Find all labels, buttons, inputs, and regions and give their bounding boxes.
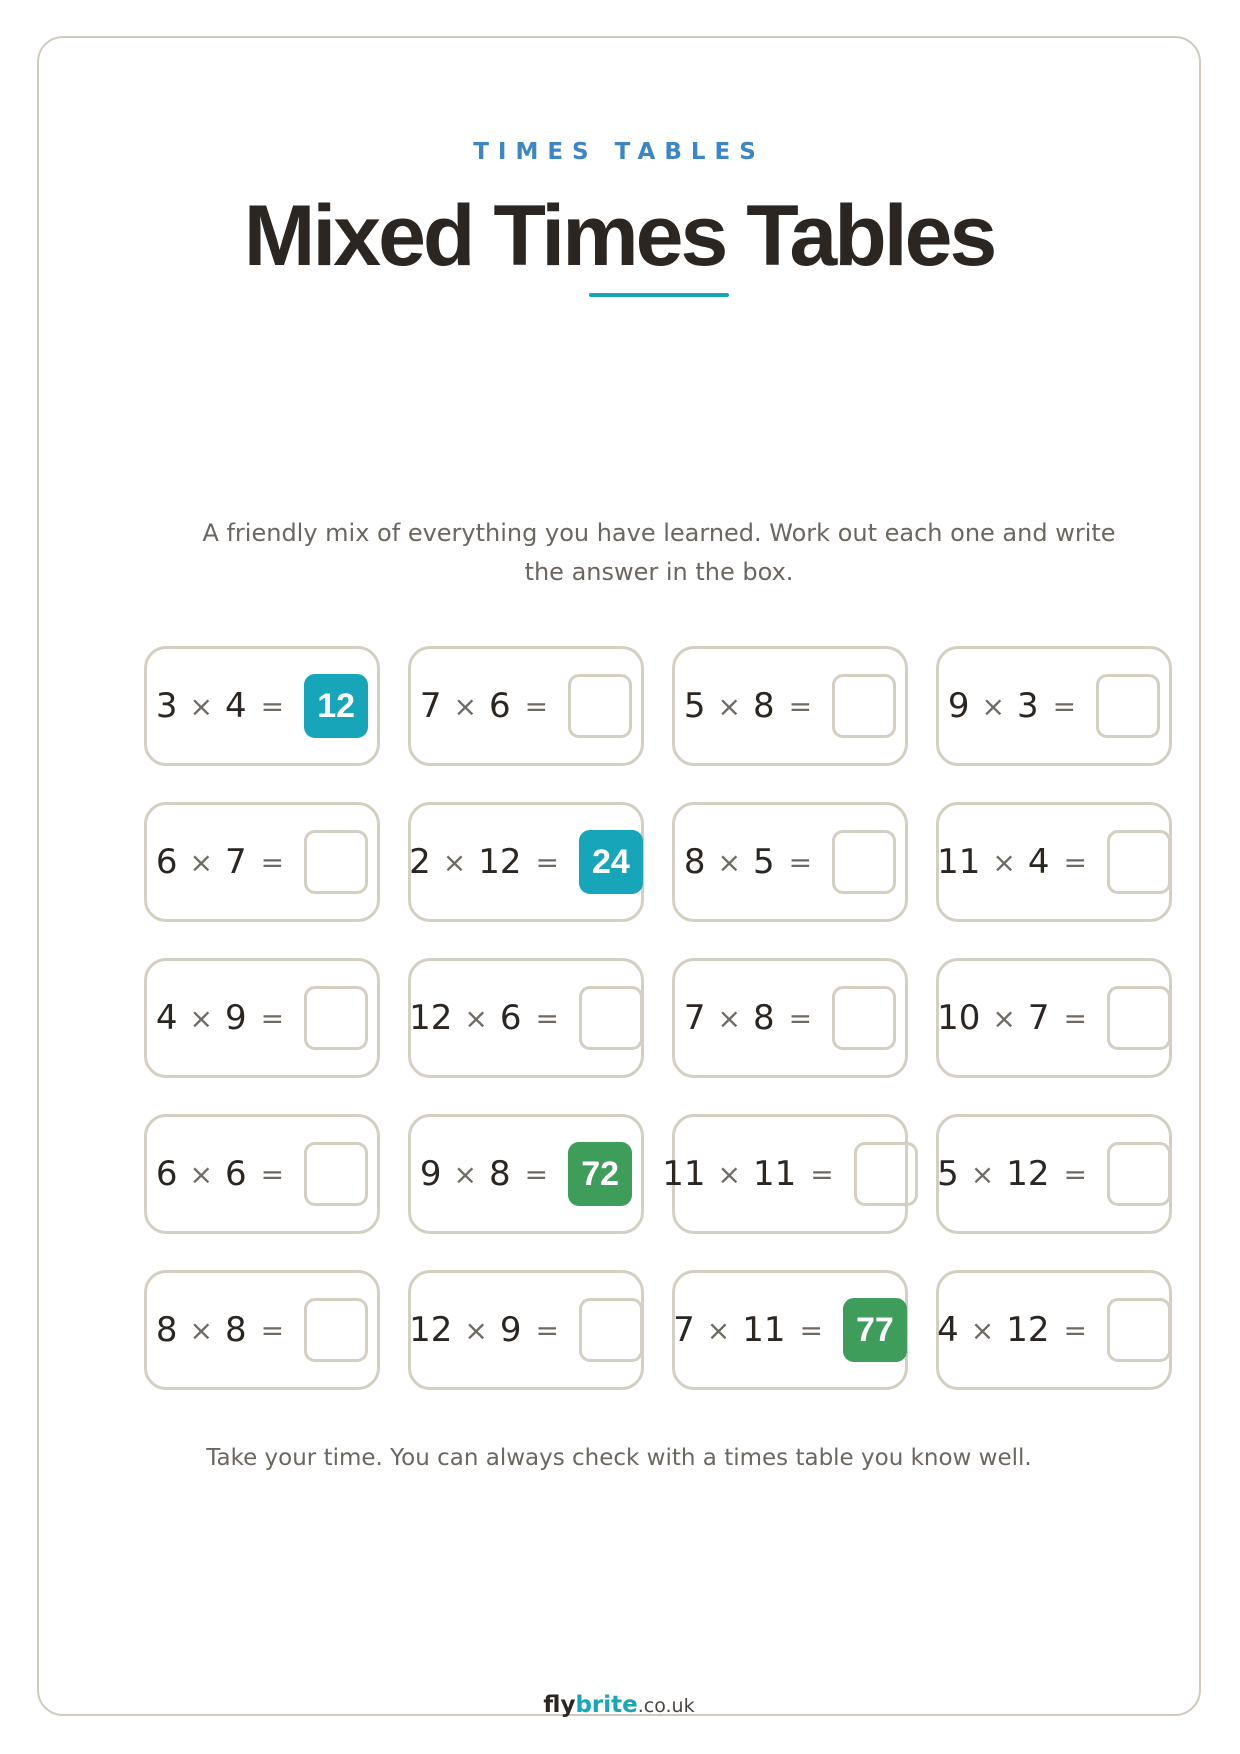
equals-sign: = xyxy=(524,689,549,723)
factor-b: 12 xyxy=(1006,1154,1050,1194)
problem-card xyxy=(408,958,644,1078)
factor-a: 5 xyxy=(683,686,706,726)
factor-b: 6 xyxy=(225,1154,247,1194)
factor-a: 7 xyxy=(419,686,442,726)
problem-card xyxy=(672,1270,908,1390)
times-sign: × xyxy=(992,1001,1016,1035)
problem-expression xyxy=(937,1310,1087,1350)
problem-expression xyxy=(156,998,284,1038)
factor-b: 7 xyxy=(225,842,247,882)
problem-card xyxy=(144,646,380,766)
factor-b: 8 xyxy=(753,686,775,726)
answer-box[interactable] xyxy=(1107,1142,1171,1206)
problem-expression xyxy=(409,1310,559,1350)
answer-box[interactable] xyxy=(304,1298,368,1362)
problem-expression xyxy=(684,998,812,1038)
factor-b: 5 xyxy=(753,842,775,882)
brand-part-domain: .co.uk xyxy=(637,1695,695,1717)
equals-sign: = xyxy=(799,1313,823,1347)
problem-card xyxy=(144,958,380,1078)
factor-a: 9 xyxy=(419,1154,442,1194)
footer-note: Take your time. You can always check with a times table you know well. xyxy=(206,1445,1032,1471)
brand-part-fly: fly xyxy=(543,1692,576,1718)
problem-card xyxy=(144,802,380,922)
problem-card xyxy=(408,646,644,766)
instructions: A friendly mix of everything you have learned. Work out each one and write the answer in the box. xyxy=(202,519,1116,586)
problem-expression xyxy=(156,1310,284,1350)
answer-box[interactable] xyxy=(832,830,896,894)
equals-sign: = xyxy=(524,1157,549,1191)
problem-card xyxy=(144,1270,380,1390)
problem-card xyxy=(936,958,1172,1078)
times-sign: × xyxy=(189,845,213,879)
factor-b: 12 xyxy=(1006,1310,1050,1350)
problem-card xyxy=(408,1270,644,1390)
factor-b: 7 xyxy=(1027,998,1050,1038)
problem-card xyxy=(936,646,1172,766)
factor-a: 5 xyxy=(937,1154,959,1194)
factor-a: 11 xyxy=(662,1154,706,1194)
answer-box-filled: 24 xyxy=(579,830,643,894)
factor-b: 11 xyxy=(753,1154,797,1194)
factor-b: 6 xyxy=(499,998,522,1038)
answer-box[interactable] xyxy=(304,1142,368,1206)
factor-a: 4 xyxy=(155,998,178,1038)
answer-box[interactable] xyxy=(304,830,368,894)
times-sign: × xyxy=(453,1157,477,1191)
problem-card xyxy=(936,1114,1172,1234)
problem-expression xyxy=(662,1154,833,1194)
factor-b: 8 xyxy=(753,998,775,1038)
equals-sign: = xyxy=(1052,689,1077,723)
factor-b: 3 xyxy=(1017,686,1039,726)
answer-box[interactable] xyxy=(1107,830,1171,894)
factor-a: 4 xyxy=(937,1310,959,1350)
problem-expression xyxy=(937,998,1087,1038)
equals-sign: = xyxy=(260,689,285,723)
answer-box-filled: 77 xyxy=(843,1298,907,1362)
equals-sign: = xyxy=(260,1313,285,1347)
equals-sign: = xyxy=(788,845,813,879)
problem-expression xyxy=(420,1154,548,1194)
factor-a: 8 xyxy=(683,842,706,882)
problem-card xyxy=(936,1270,1172,1390)
equals-sign: = xyxy=(788,1001,813,1035)
problem-expression xyxy=(937,1154,1087,1194)
times-sign: × xyxy=(970,1313,995,1347)
eyebrow-label: TIMES TABLES xyxy=(473,139,765,165)
problem-expression xyxy=(156,842,284,882)
answer-box-filled: 72 xyxy=(568,1142,632,1206)
equals-sign: = xyxy=(788,689,813,723)
equals-sign: = xyxy=(1063,1001,1087,1035)
equals-sign: = xyxy=(260,1157,285,1191)
times-sign: × xyxy=(717,1157,741,1191)
problem-card xyxy=(144,1114,380,1234)
factor-b: 9 xyxy=(225,998,247,1038)
times-sign: × xyxy=(464,1001,488,1035)
answer-box[interactable] xyxy=(1107,986,1171,1050)
factor-a: 8 xyxy=(155,1310,178,1350)
times-sign: × xyxy=(189,1001,213,1035)
times-sign: × xyxy=(717,689,741,723)
problem-expression xyxy=(409,998,559,1038)
problem-card xyxy=(662,1114,908,1234)
problem-card xyxy=(672,646,908,766)
problem-expression xyxy=(684,686,812,726)
answer-box[interactable] xyxy=(1096,674,1160,738)
answer-box[interactable] xyxy=(579,986,643,1050)
factor-a: 12 xyxy=(409,998,453,1038)
factor-a: 2 xyxy=(409,842,431,882)
times-sign: × xyxy=(717,1001,741,1035)
factor-a: 7 xyxy=(673,1310,695,1350)
equals-sign: = xyxy=(535,1001,559,1035)
factor-b: 8 xyxy=(489,1154,511,1194)
equals-sign: = xyxy=(1063,1313,1087,1347)
factor-a: 6 xyxy=(155,842,178,882)
answer-box[interactable] xyxy=(832,674,896,738)
answer-box[interactable] xyxy=(854,1142,918,1206)
equals-sign: = xyxy=(1063,1157,1087,1191)
problem-expression xyxy=(156,686,284,726)
worksheet-page xyxy=(37,36,1201,1716)
problem-card xyxy=(936,802,1172,922)
factor-b: 4 xyxy=(1027,842,1050,882)
equals-sign: = xyxy=(535,845,559,879)
answer-box[interactable] xyxy=(832,986,896,1050)
times-sign: × xyxy=(981,689,1005,723)
factor-a: 11 xyxy=(937,842,981,882)
equals-sign: = xyxy=(810,1157,834,1191)
problem-card xyxy=(408,802,644,922)
problem-expression xyxy=(684,842,812,882)
factor-b: 11 xyxy=(742,1310,786,1350)
factor-b: 9 xyxy=(499,1310,522,1350)
problem-expression xyxy=(948,686,1076,726)
factor-b: 4 xyxy=(225,686,247,726)
answer-box[interactable] xyxy=(579,1298,643,1362)
times-sign: × xyxy=(189,689,213,723)
title-underline xyxy=(589,293,729,297)
equals-sign: = xyxy=(535,1313,559,1347)
answer-box-filled: 12 xyxy=(304,674,368,738)
times-sign: × xyxy=(464,1313,488,1347)
problem-card xyxy=(408,1114,644,1234)
brand-part-brite: brite xyxy=(575,1692,638,1718)
factor-a: 10 xyxy=(937,998,981,1038)
equals-sign: = xyxy=(260,1001,285,1035)
factor-a: 9 xyxy=(947,686,970,726)
problem-expression xyxy=(409,842,559,882)
factor-b: 8 xyxy=(225,1310,247,1350)
problem-grid xyxy=(144,646,1174,1390)
problem-expression xyxy=(937,842,1087,882)
factor-a: 6 xyxy=(155,1154,178,1194)
times-sign: × xyxy=(189,1157,213,1191)
answer-box[interactable] xyxy=(304,986,368,1050)
problem-card xyxy=(672,802,908,922)
times-sign: × xyxy=(442,845,467,879)
equals-sign: = xyxy=(260,845,285,879)
brand-logo xyxy=(39,1690,1199,1722)
times-sign: × xyxy=(717,845,741,879)
equals-sign: = xyxy=(1063,845,1087,879)
factor-a: 3 xyxy=(155,686,178,726)
answer-box[interactable] xyxy=(568,674,632,738)
times-sign: × xyxy=(992,845,1016,879)
factor-b: 6 xyxy=(489,686,511,726)
problem-expression xyxy=(420,686,548,726)
times-sign: × xyxy=(706,1313,731,1347)
problem-card xyxy=(672,958,908,1078)
problem-expression xyxy=(673,1310,823,1350)
factor-a: 12 xyxy=(409,1310,453,1350)
answer-box[interactable] xyxy=(1107,1298,1171,1362)
factor-b: 12 xyxy=(478,842,522,882)
times-sign: × xyxy=(189,1313,213,1347)
factor-a: 7 xyxy=(683,998,706,1038)
times-sign: × xyxy=(453,689,477,723)
problem-expression xyxy=(156,1154,284,1194)
page-title: Mixed Times Tables xyxy=(243,188,995,284)
times-sign: × xyxy=(970,1157,995,1191)
